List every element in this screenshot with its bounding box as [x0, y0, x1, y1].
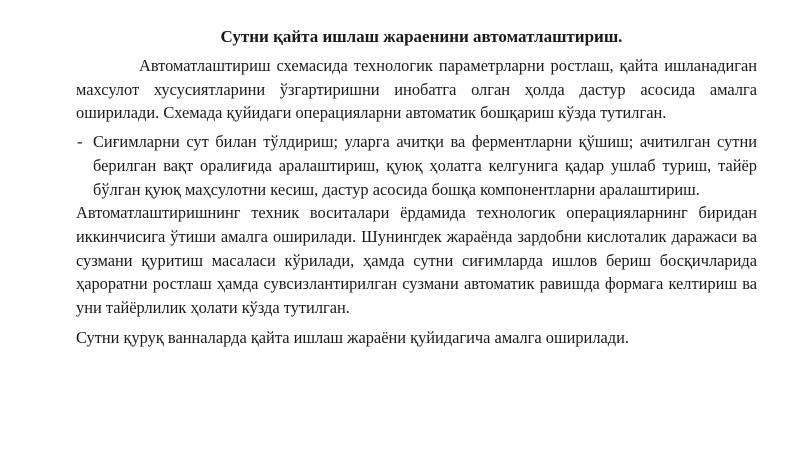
bullet-list-item	[76, 130, 757, 201]
bullet-marker: -	[77, 132, 83, 152]
automation-means-paragraph: Автоматлаштиришнинг техник воситалари ёрдамида технологик операцияларнинг биридан иккинчисига ўтиши амалга оширилади. Шунингдек жараёнда зардобни кислоталик даражаси ва сузмани қуритиш масаласи кўрилади, ҳамда сутни сиғимларда ишлов бериш босқичларида ҳароратни ростлаш ҳамда сувсизлантирилган сузмани автоматик равишда формага келтириш ва уни тайёрлилик ҳолати кўзда тутилган.	[76, 203, 757, 318]
final-paragraph: Сутни қуруқ ванналарда қайта ишлаш жараёни қуйидагича амалга оширилади.	[76, 327, 629, 347]
intro-paragraph: Автоматлаштириш схемасида технологик параметрларни ростлаш, қайта ишланадиган махсулот хусусиятларини ўзгартиришни инобатга олган ҳолда дастур асосида амалга оширилади. Схемада қуйидаги операцияларни автоматик бошқариш кўзда тутилган.	[76, 56, 757, 123]
bullet-text: Сиғимларни сут билан тўлдириш; уларга ачитқи ва ферментларни қўшиш; ачитилган сутни берилган вақт оралиғида аралаштириш, қуюқ ҳолатга келгунига қадар ушлаб туриш, тайёр бўлган қуюқ маҳсулотни кесиш, дастур асосида бошқа компонентларни аралаштириш.	[93, 132, 757, 199]
document-title: Сутни қайта ишлаш жараенини автоматлаштириш.	[220, 27, 623, 46]
document-page	[76, 26, 757, 349]
